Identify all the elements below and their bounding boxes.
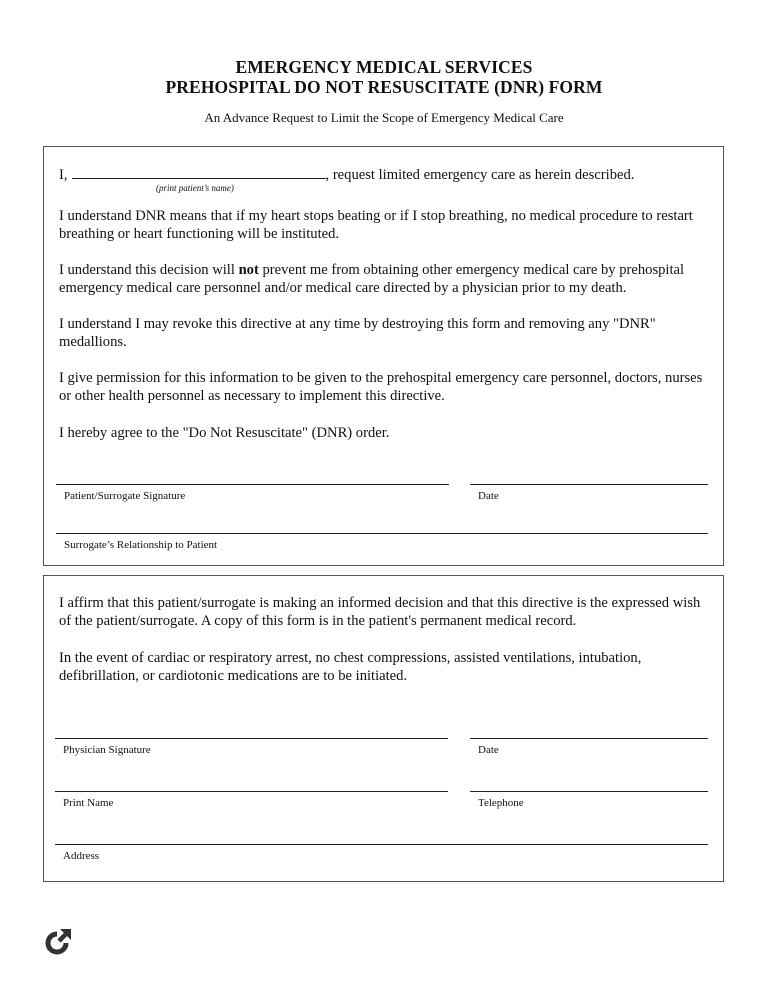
print-name-label: Print Name bbox=[63, 797, 114, 809]
address-line[interactable] bbox=[55, 844, 708, 845]
relationship-line[interactable] bbox=[56, 533, 708, 534]
agreement-paragraph: I hereby agree to the "Do Not Resuscitate" (DNR) order. bbox=[59, 425, 390, 441]
telephone-label: Telephone bbox=[478, 797, 524, 809]
physician-signature-line[interactable] bbox=[55, 738, 448, 739]
physician-signature-label: Physician Signature bbox=[63, 744, 151, 756]
patient-date-line[interactable] bbox=[470, 484, 708, 485]
no-resuscitation-paragraph: In the event of cardiac or respiratory arrest, no chest compressions, assisted ventilations, intubation, defibrillation, or cardiotonic medications are to be initiated. bbox=[59, 650, 642, 684]
relationship-label: Surrogate’s Relationship to Patient bbox=[64, 539, 218, 551]
revoke-paragraph: I understand I may revoke this directive at any time by destroying this form and removing any "DNR" medallions. bbox=[59, 316, 656, 350]
patient-date-label: Date bbox=[478, 490, 499, 502]
physician-date-label: Date bbox=[478, 744, 499, 756]
physician-date-line[interactable] bbox=[470, 738, 708, 739]
intro-prefix: I, bbox=[59, 167, 68, 183]
patient-name-line bbox=[59, 165, 709, 184]
other-care-paragraph: I understand this decision will not prevent me from obtaining other emergency medical care by prehospital emergency medical care personnel and/or medical care directed by a physician prior to my death. bbox=[59, 262, 685, 296]
dnr-meaning-paragraph: I understand DNR means that if my heart stops beating or if I stop breathing, no medical procedure to restart breathing or heart functioning will be instituted. bbox=[59, 208, 693, 242]
physician-section bbox=[43, 575, 724, 882]
form-subtitle: An Advance Request to Limit the Scope of Emergency Medical Care bbox=[204, 110, 564, 125]
form-title-line1: EMERGENCY MEDICAL SERVICES bbox=[235, 57, 533, 77]
patient-signature-line[interactable] bbox=[56, 484, 449, 485]
address-label: Address bbox=[63, 850, 100, 862]
affirmation-paragraph: I affirm that this patient/surrogate is making an informed decision and that this directive is the expressed wish of the patient/surrogate. A copy of this form is in the patient's permanent medical record. bbox=[59, 595, 701, 629]
patient-signature-label: Patient/Surrogate Signature bbox=[64, 490, 186, 502]
intro-suffix: , request limited emergency care as herein described. bbox=[325, 167, 635, 183]
patient-section bbox=[43, 146, 724, 566]
patient-name-hint: (print patient’s name) bbox=[156, 183, 234, 193]
telephone-line[interactable] bbox=[470, 791, 708, 792]
patient-name-field[interactable] bbox=[72, 165, 326, 179]
form-title-line2: PREHOSPITAL DO NOT RESUSCITATE (DNR) FORM bbox=[165, 77, 603, 97]
permission-paragraph: I give permission for this information to be given to the prehospital emergency care personnel, doctors, nurses or other health personnel as necessary to implement this directive. bbox=[59, 370, 703, 404]
arrow-circle-logo-icon bbox=[44, 926, 74, 961]
print-name-line[interactable] bbox=[55, 791, 448, 792]
